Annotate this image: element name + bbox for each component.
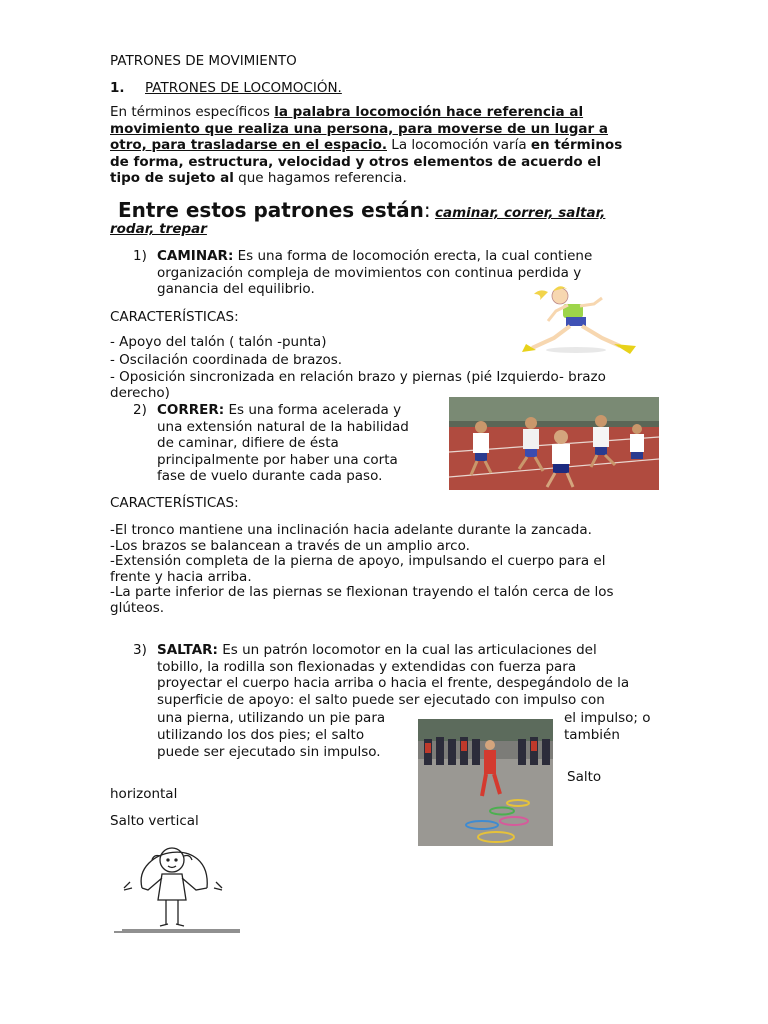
caracteristica-item: -La parte inferior de las piernas se flexionan trayendo el talón cerca de los <box>110 584 614 600</box>
caracteristica-item: -Extensión completa de la pierna de apoyo, impulsando el cuerpo para el <box>110 553 606 569</box>
caracteristicas-heading: CARACTERÍSTICAS: <box>110 495 239 511</box>
caminar-text: organización compleja de movimientos con continua perdida y <box>157 264 582 281</box>
saltar-paragraph <box>157 642 629 708</box>
caminar-text: Es una forma de locomoción erecta, la cual contiene <box>233 248 593 264</box>
salto-vertical-label: Salto vertical <box>110 813 199 829</box>
caracteristica-item: - Oscilación coordinada de brazos. <box>110 352 343 368</box>
caracteristica-item: frente y hacia arriba. <box>110 569 252 585</box>
intro-text: En términos específicos <box>110 104 275 120</box>
caracteristicas-heading: CARACTERÍSTICAS: <box>110 309 239 325</box>
section-number: 1. <box>110 80 125 96</box>
saltar-text: también <box>564 727 620 743</box>
intro-highlight: la palabra locomoción hace referencia al <box>274 104 584 120</box>
item-number: 3) <box>133 642 147 658</box>
patterns-list: caminar, correr, saltar, <box>434 205 606 221</box>
saltar-term: SALTAR: <box>157 642 218 658</box>
saltar-text: Es un patrón locomotor en la cual las articulaciones del <box>217 642 597 658</box>
caracteristica-item: - Oposición sincronizada en relación brazo y piernas (pié Izquierdo- brazo <box>110 369 606 385</box>
caracteristica-item: derecho) <box>110 385 170 401</box>
caracteristica-item: -El tronco mantiene una inclinación hacia adelante durante la zancada. <box>110 522 592 538</box>
saltar-text: una pierna, utilizando un pie para <box>157 710 386 726</box>
correr-text: de caminar, difiere de ésta <box>157 435 339 451</box>
children-running-photo <box>449 397 659 490</box>
saltar-text: utilizando los dos pies; el salto <box>157 727 365 743</box>
intro-highlight: movimiento que realiza una persona, para moverse de un lugar a <box>110 120 609 137</box>
correr-text: una extensión natural de la habilidad <box>157 418 409 435</box>
intro-bold: en términos <box>530 137 623 153</box>
walking-cartoon-image <box>508 282 668 360</box>
section-title: PATRONES DE LOCOMOCIÓN. <box>145 80 342 96</box>
intro-paragraph <box>110 104 622 187</box>
saltar-text: superficie de apoyo: el salto puede ser ejecutado con impulso con <box>157 691 605 708</box>
document-title: PATRONES DE MOVIMIENTO <box>110 53 297 69</box>
salto-horizontal-label: horizontal <box>110 786 178 802</box>
item-number: 1) <box>133 248 147 264</box>
caracteristica-item: -Los brazos se balancean a través de un amplio arco. <box>110 538 470 554</box>
caracteristica-item: glúteos. <box>110 600 165 616</box>
intro-highlight: otro, para trasladarse en el espacio. <box>110 137 387 153</box>
caminar-term: CAMINAR: <box>157 248 234 264</box>
correr-term: CORRER: <box>157 402 225 418</box>
saltar-text: puede ser ejecutado sin impulso. <box>157 744 381 760</box>
saltar-text: proyectar el cuerpo hacia arriba o hacia el frente, despegándolo de la <box>157 675 630 691</box>
girl-jumping-rope-drawing <box>112 838 242 936</box>
correr-text: Es una forma acelerada y <box>224 402 402 418</box>
caracteristica-item: - Apoyo del talón ( talón -punta) <box>110 334 327 350</box>
saltar-text: el impulso; o <box>564 710 651 726</box>
patterns-list-cont: rodar, trepar <box>110 221 207 237</box>
item-number: 2) <box>133 402 147 418</box>
patterns-heading-text: Entre estos patrones están <box>118 198 424 222</box>
intro-bold: tipo de sujeto al <box>110 170 234 186</box>
correr-paragraph <box>157 402 409 485</box>
saltar-text: tobillo, la rodilla son flexionadas y extendidas con fuerza para <box>157 658 577 675</box>
children-hopping-hoops-photo <box>418 719 553 846</box>
intro-text: La locomoción varía <box>387 137 531 153</box>
patterns-heading-colon: : <box>423 198 431 222</box>
intro-text: que hagamos referencia. <box>233 170 407 186</box>
correr-text: principalmente por haber una corta <box>157 451 398 468</box>
salto-horizontal-label: Salto <box>567 769 602 785</box>
intro-bold: de forma, estructura, velocidad y otros elementos de acuerdo el <box>110 153 602 170</box>
correr-text: fase de vuelo durante cada paso. <box>157 468 383 484</box>
caminar-text: ganancia del equilibrio. <box>157 281 315 297</box>
